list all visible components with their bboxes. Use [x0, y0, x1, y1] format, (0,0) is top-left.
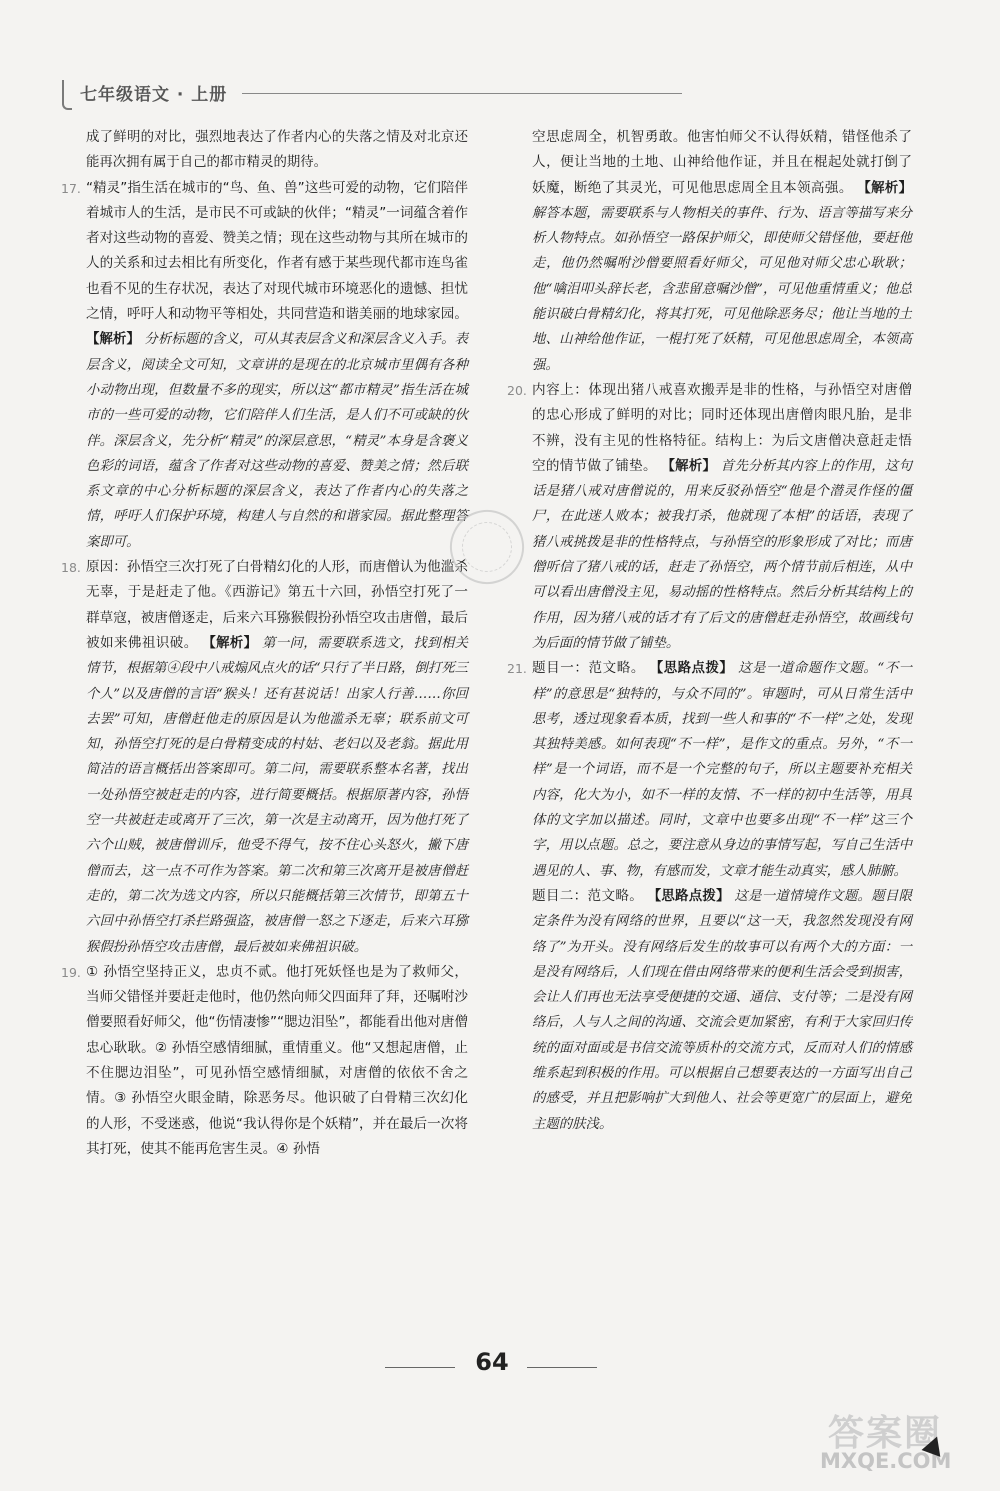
page-header — [62, 78, 622, 112]
body-text: 成了鲜明的对比，强烈地表达了作者内心的失落之情及对北京还能再次拥有属于自己的都市精灵的期待。 — [86, 130, 468, 171]
answer-text: 空思虑周全，机智勇敢。他害怕师父不认得妖精，错怪他杀了人，便让当地的土地、山神给他作证，并且在棍起处就打倒了妖魔，断绝了其灵光，可见他思虑周全且本领高强。 — [532, 129, 912, 196]
header-rule — [242, 93, 682, 94]
analysis-text: 第一问，需要联系选文，找到相关情节，根据第④段中八戒煽风点火的话“只行了半日路，倒打死三个人”以及唐僧的言语“猴头！还有甚说话！出家人行善……你回去罢”可知，唐僧赶他走的原因是认为他滥杀无辜；联系前文可知，孙悟空打死的是白骨精变成的村姑、老妇以及老翁。据此用简洁的语言概括出答案即可。第二问，需要联系整本名著，找出一处孙悟空被赶走的内容，进行简要概括。根据原著内容，孙悟空一共被赶走或离开了三次，第一次是主动离开，因为他打死了六个山贼，被唐僧训斥，他受不得气，按不住心头怒火，撇下唐僧而去，这一点不可作为答案。第二次和第三次离开是被唐僧赶走的，第二次为选文内容，所以只能概括第三次情节，即第五十六回中孙悟空打杀拦路强盗，被唐僧一怒之下逐走，后来六耳猕猴假扮孙悟空攻击唐僧，最后被如来佛祖识破。 — [86, 635, 469, 955]
header-title: 七年级语文 · 上册 — [80, 85, 228, 105]
analysis-text: 分析标题的含义，可从其表层含义和深层含义入手。表层含义，阅读全文可知，文章讲的是现在的北京城市里偶有各种小动物出现，但数量不多的现实，所以这“都市精灵”指生活在城市的一些可爱的动物，它们陪伴人们生活，是人们不可或缺的伙伴。深层含义，先分析“精灵”的深层意思，“精灵”本身是含褒义色彩的词语，蕴含了作者对这些动物的喜爱、赞美之情；然后联系文章的中心分析标题的深层含义，表达了作者内心的失落之情，呼吁人们保护环境，构建人与自然的和谐家园。据此整理答案即可。 — [86, 332, 468, 550]
analysis-tag: 【解析】 — [202, 635, 258, 651]
answer-block — [507, 378, 912, 656]
question-number: 18. — [61, 560, 81, 576]
site-watermark — [820, 1405, 980, 1475]
page-footer — [0, 1346, 1000, 1386]
answer-block — [61, 555, 469, 960]
footer-rule-left — [385, 1367, 455, 1368]
analysis-text: 解答本题，需要联系与人物相关的事件、行为、语言等描写来分析人物特点。如孙悟空一路保护师父，即使师父错怪他，要赶他走，他仍然嘱咐沙僧要照看好师父，可见他对师父忠心耿耿；他“噙泪叩头辞长老，含悲留意嘱沙僧”，可见他重情重义；他总能识破白骨精幻化，将其打死，可见他除恶务尽；他让当地的土地、山神给他作证，一棍打死了妖精，可见他思虑周全，本领高强。 — [532, 205, 912, 373]
watermark-url: MXQE.COM — [820, 1449, 952, 1473]
answer-text: 题目一：范文略。 — [532, 660, 645, 677]
analysis-tag: 【解析】 — [661, 458, 717, 474]
answer-block — [86, 125, 468, 176]
analysis-tag: 【解析】 — [86, 332, 140, 348]
analysis-text: 这是一道命题作文题。“不一样”的意思是“独特的，与众不同的”。审题时，可从日常生活中思考，透过现象看本质，找到一些人和事的“不一样”之处，发现其独特美感。如何表现“不一样”，是作文的重点。另外，“不一样”是一个词语，而不是一个完整的句子，所以主题要补充相关内容，化大为小，如不一样的友情、不一样的初中生活等，用具体的文字加以描述。同时，文章中也要多出现“不一样”这三个字，用以点题。总之，要注意从身边的事情写起，写自己生活中遇见的人、事、物，有感而发，文章才能生动真实，感人肺腑。 — [532, 661, 913, 879]
answer-block — [532, 125, 912, 378]
answer-block — [532, 884, 912, 1137]
question-number: 20. — [507, 382, 527, 398]
answer-text: “精灵”指生活在城市的“鸟、鱼、兽”这些可爱的动物，它们陪伴着城市人的生活，是市民不可或缺的伙伴；“精灵”一词蕴含着作者对这些动物的喜爱、赞美之情；现在这些动物与其所在城市的人的关系和过去相比有所变化，作者有感于某些现代都市连鸟雀也看不见的生存状况，表达了对现代城市环境恶化的遗憾、担忧之情，呼吁人和动物平等相处，共同营造和谐美丽的地球家园。 — [86, 179, 468, 323]
answer-text: 原因：孙悟空三次打死了白骨精幻化的人形，而唐僧认为他滥杀无辜，于是赶走了他。《西游记》第五十六回，孙悟空打死了一群草寇，被唐僧逐走，后来六耳猕猴假扮孙悟空攻击唐僧，最后被如来佛祖识破。 — [86, 559, 468, 651]
answer-text: 内容上：体现出猪八戒喜欢搬弄是非的性格，与孙悟空对唐僧的忠心形成了鲜明的对比；同时还体现出唐僧肉眼凡胎，是非不辨，没有主见的性格特征。结构上：为后文唐僧决意赶走悟空的情节做了铺垫。 — [532, 381, 912, 474]
header-bracket-decoration — [62, 80, 72, 110]
question-number: 17. — [61, 180, 81, 196]
answer-block — [507, 656, 913, 884]
analysis-text: 首先分析其内容上的作用，这句话是猪八戒对唐僧说的，用来反驳孙悟空“他是个潜灵作怪的僵尸，在此迷人败本；被我打杀，他就现了本相”的话语，表现了猪八戒挑拨是非的性格特点，与孙悟空的形象形成了对比；而唐僧听信了猪八戒的话，赶走了孙悟空，两个情节前后相连，从中可以看出唐僧没主见，易动摇的性格特点。然后分析其结构上的作用，因为猪八戒的话才有了后文的唐僧赶走孙悟空，故画线句为后面的情节做了铺垫。 — [532, 458, 912, 651]
footer-rule-right — [527, 1367, 597, 1368]
page-number: 64 — [475, 1348, 509, 1376]
answer-text: ① 孙悟空坚持正义，忠贞不贰。他打死妖怪也是为了救师父，当师父错怪并要赶走他时，他仍然向师父四面拜了拜，还嘱咐沙僧要照看好师父，他“伤情凄惨”“腮边泪坠”，都能看出他对唐僧忠心耿耿。② 孙悟空感情细腻，重情重义。他“又想起唐僧，止不住腮边泪坠”，可见孙悟空感情细腻，对唐僧的依依不舍之情。③ 孙悟空火眼金睛，除恶务尽。他识破了白骨精三次幻化的人形，不受迷惑，他说“我认得你是个妖精”，并在最后一次将其打死，使其不能再危害生灵。④ 孙悟 — [86, 963, 468, 1157]
analysis-tag: 【思路点拨】 — [647, 888, 730, 904]
left-column — [61, 125, 469, 1162]
question-number: 21. — [507, 661, 527, 677]
answer-block — [61, 176, 468, 555]
right-column — [507, 125, 913, 1137]
question-number: 19. — [61, 964, 81, 980]
analysis-tag: 【解析】 — [857, 180, 912, 196]
answer-text: 题目二：范文略。 — [532, 887, 644, 904]
analysis-tag: 【思路点拨】 — [649, 661, 734, 677]
analysis-text: 这是一道情境作文题。题目限定条件为没有网络的世界，且要以“这一天，我忽然发现没有网络了”为开头。没有网络后发生的故事可以有两个大的方面：一是没有网络后，人们现在借由网络带来的便利生活会受到损害，会让人们再也无法享受便捷的交通、通信、支付等；二是没有网络后，人与人之间的沟通、交流会更加紧密，有利于大家回归传统的面对面或是书信交流等质朴的交流方式，反而对人们的情感维系起到积极的作用。可以根据自己想要表达的一方面写出自己的感受，并且把影响扩大到他人、社会等更宽广的层面上，避免主题的肤浅。 — [532, 888, 913, 1132]
answer-block — [61, 960, 468, 1162]
watermark-logo: 答案圈 — [828, 1413, 943, 1454]
